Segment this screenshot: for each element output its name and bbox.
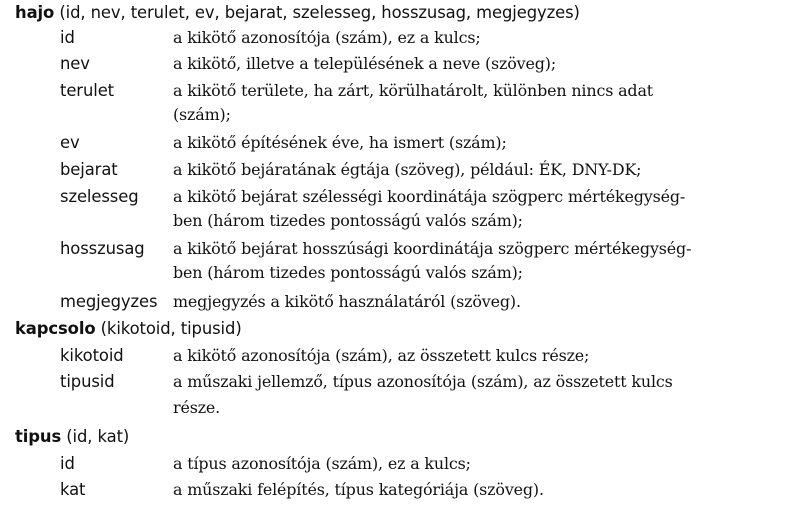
- field-name: kikotoid: [60, 346, 124, 365]
- field-name: hosszusag: [60, 239, 145, 258]
- field-description: a kikötő azonosítója (szám), az összetett kulcs része;: [173, 346, 590, 365]
- field-description: ben (három tizedes pontosságú valós szám);: [173, 211, 523, 230]
- field-name: terulet: [60, 81, 115, 100]
- field-description: megjegyzés a kikötő használatáról (szöveg).: [173, 292, 521, 311]
- field-description: a típus azonosítója (szám), ez a kulcs;: [173, 454, 471, 473]
- field-description: a műszaki jellemző, típus azonosítója (szám), az összetett kulcs: [173, 372, 673, 391]
- field-description: a kikötő azonosítója (szám), ez a kulcs;: [173, 28, 481, 47]
- field-name: tipusid: [60, 372, 115, 391]
- field-name: id: [60, 454, 75, 473]
- table-name: kapcsolo: [15, 319, 96, 338]
- field-name: nev: [60, 54, 90, 73]
- table-name: tipus: [15, 427, 62, 446]
- field-description: része.: [173, 398, 221, 417]
- field-name: megjegyzes: [60, 292, 158, 311]
- field-description: a kikötő területe, ha zárt, körülhatárolt, különben nincs adat: [173, 81, 654, 100]
- table-header-hajo: [15, 2, 580, 24]
- field-description: a kikötő építésének éve, ha ismert (szám);: [173, 133, 507, 152]
- field-name: id: [60, 28, 75, 47]
- field-name: ev: [60, 133, 80, 152]
- field-name: szelesseg: [60, 187, 139, 206]
- field-description: a kikötő bejáratának égtája (szöveg), például: ÉK, DNY-DK;: [173, 160, 642, 179]
- field-name: kat: [60, 480, 86, 499]
- table-columns: (kikotoid, tipusid): [100, 319, 242, 338]
- table-name: hajo: [15, 3, 55, 22]
- field-description: a kikötő, illetve a településének a neve (szöveg);: [173, 54, 557, 73]
- field-name: bejarat: [60, 160, 118, 179]
- table-columns: (id, nev, terulet, ev, bejarat, szelesseg, hosszusag, megjegyzes): [59, 3, 580, 22]
- table-header-kapcsolo: [15, 318, 242, 340]
- field-description: ben (három tizedes pontosságú valós szám);: [173, 263, 523, 282]
- table-columns: (id, kat): [66, 427, 130, 446]
- field-description: a kikötő bejárat szélességi koordinátája szögperc mértékegység-: [173, 187, 686, 206]
- field-description: (szám);: [173, 105, 231, 124]
- field-description: a kikötő bejárat hosszúsági koordinátája szögperc mértékegység-: [173, 239, 692, 258]
- field-description: a műszaki felépítés, típus kategóriája (szöveg).: [173, 480, 544, 499]
- table-header-tipus: [15, 426, 129, 448]
